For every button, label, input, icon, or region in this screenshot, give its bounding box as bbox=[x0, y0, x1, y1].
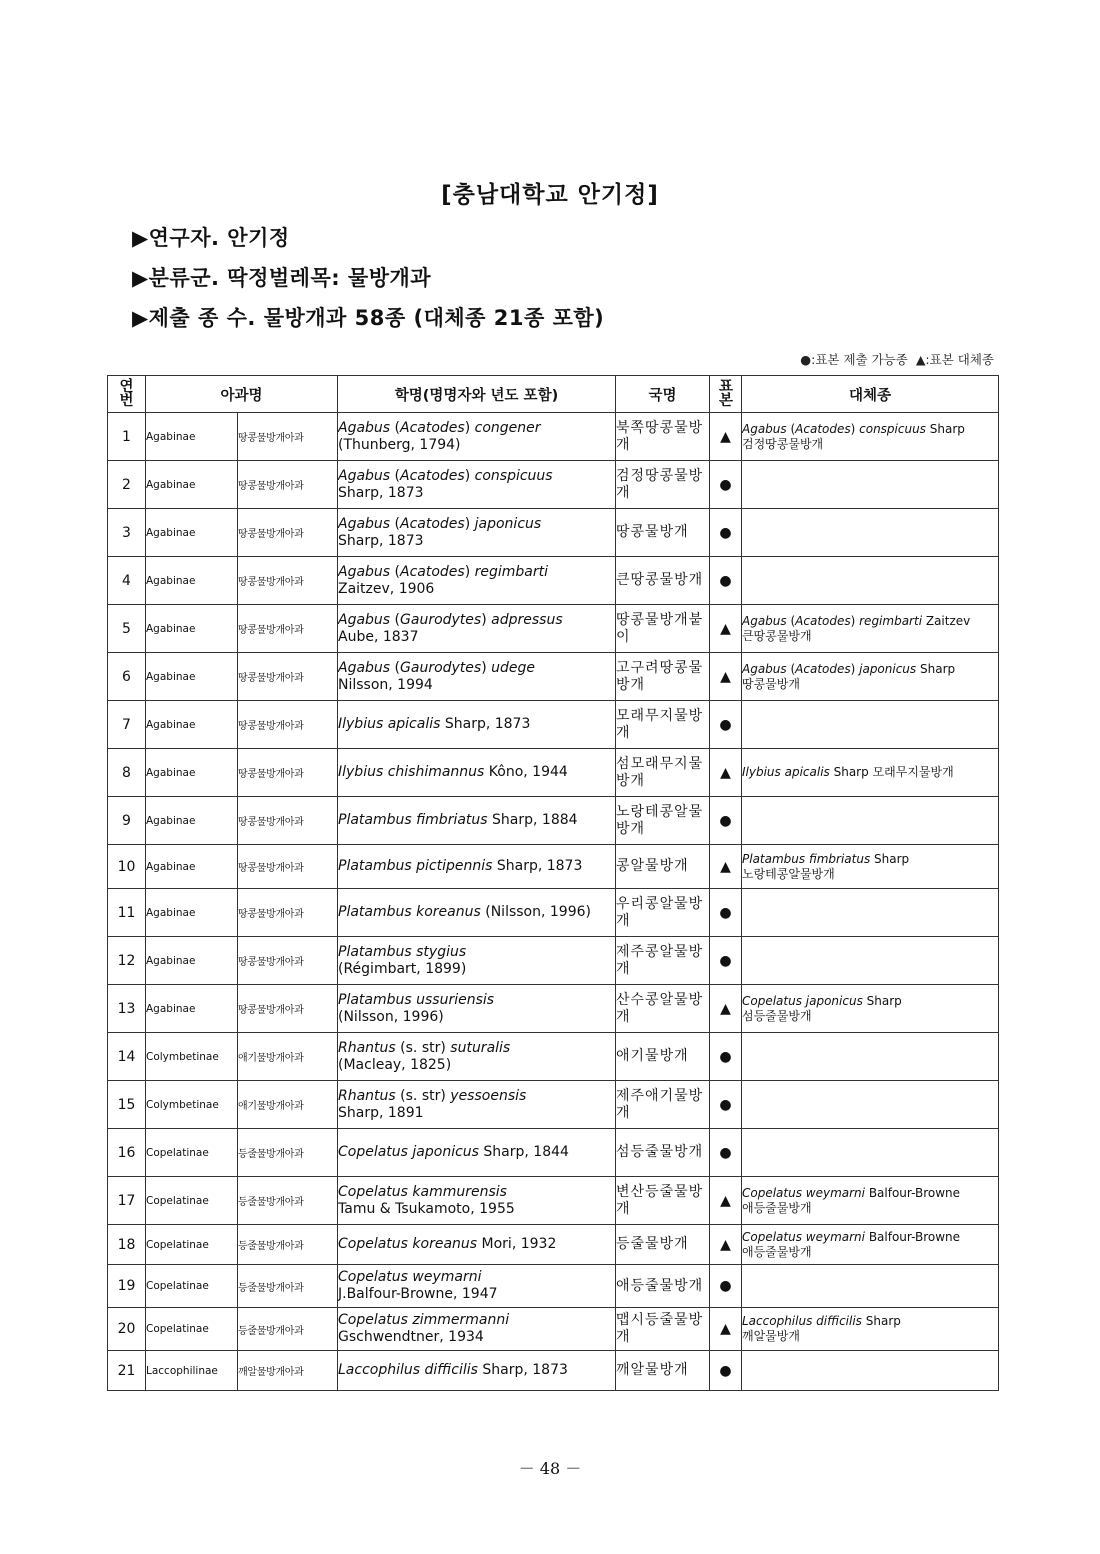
name-part: ) bbox=[464, 419, 475, 436]
row-number: 11 bbox=[108, 889, 146, 937]
italic-name-part: Gaurodytes bbox=[400, 659, 482, 676]
subfamily-korean: 애기물방개아과 bbox=[238, 1033, 338, 1081]
subfamily-korean: 땅콩물방개아과 bbox=[238, 557, 338, 605]
subfamily-korean: 땅콩물방개아과 bbox=[238, 937, 338, 985]
name-part: ) bbox=[850, 421, 860, 436]
scientific-name bbox=[338, 749, 616, 797]
substitute-species bbox=[742, 1081, 999, 1129]
specimen-substitute-icon: ▲ bbox=[710, 1225, 742, 1265]
name-part: Sharp, 1884 bbox=[487, 812, 578, 828]
name-part: Sharp, 1873 bbox=[477, 1362, 568, 1378]
name-part: 애등줄물방개 bbox=[742, 1200, 812, 1215]
korean-name: 제주콩알물방개 bbox=[616, 937, 710, 985]
italic-name-part: Agabus bbox=[338, 563, 395, 580]
subfamily-korean: 애기물방개아과 bbox=[238, 1081, 338, 1129]
subfamily-latin: Agabinae bbox=[146, 653, 238, 701]
substitute-species bbox=[742, 937, 999, 985]
name-part: ( bbox=[790, 661, 796, 676]
italic-name-part: Copelatus japonicus bbox=[742, 993, 863, 1008]
row-number: 17 bbox=[108, 1177, 146, 1225]
korean-name: 검정땅콩물방개 bbox=[616, 461, 710, 509]
italic-name-part: japonicus bbox=[474, 515, 542, 532]
name-part: 검정땅콩물방개 bbox=[742, 436, 824, 451]
scientific-name bbox=[338, 1033, 616, 1081]
table-row bbox=[108, 889, 999, 937]
subfamily-latin: Copelatinae bbox=[146, 1129, 238, 1177]
table-row bbox=[108, 605, 999, 653]
italic-name-part: Agabus bbox=[338, 611, 395, 628]
name-part: 애등줄물방개 bbox=[742, 1244, 812, 1259]
specimen-available-icon: ● bbox=[710, 1033, 742, 1081]
subfamily-korean: 땅콩물방개아과 bbox=[238, 605, 338, 653]
name-part: Nilsson, 1994 bbox=[338, 676, 433, 693]
subfamily-latin: Agabinae bbox=[146, 605, 238, 653]
table-row bbox=[108, 797, 999, 845]
italic-name-part: Copelatus weymarni bbox=[742, 1185, 865, 1200]
italic-name-part: Copelatus weymarni bbox=[742, 1229, 865, 1244]
name-part: Aube, 1837 bbox=[338, 628, 419, 645]
subfamily-latin: Agabinae bbox=[146, 749, 238, 797]
table-row bbox=[108, 1351, 999, 1391]
subfamily-latin: Agabinae bbox=[146, 557, 238, 605]
korean-name: 맵시등줄물방개 bbox=[616, 1308, 710, 1351]
italic-name-part: Platambus pictipennis bbox=[338, 858, 493, 874]
row-number: 20 bbox=[108, 1308, 146, 1351]
name-part: Sharp bbox=[916, 661, 956, 676]
italic-name-part: Copelatus japonicus bbox=[338, 1144, 479, 1160]
name-part: ) bbox=[464, 467, 475, 484]
name-part: Sharp, 1844 bbox=[478, 1144, 569, 1160]
subfamily-latin: Agabinae bbox=[146, 797, 238, 845]
substitute-species bbox=[742, 413, 999, 461]
table-row bbox=[108, 509, 999, 557]
scientific-name bbox=[338, 461, 616, 509]
subfamily-korean: 등줄물방개아과 bbox=[238, 1308, 338, 1351]
italic-name-part: Platambus fimbriatus bbox=[338, 812, 488, 828]
name-part: (Thunberg, 1794) bbox=[338, 436, 461, 453]
korean-name: 애기물방개 bbox=[616, 1033, 710, 1081]
substitute-species bbox=[742, 1177, 999, 1225]
specimen-substitute-icon: ▲ bbox=[710, 985, 742, 1033]
row-number: 14 bbox=[108, 1033, 146, 1081]
specimen-substitute-icon: ▲ bbox=[710, 845, 742, 889]
name-part: Balfour-Browne bbox=[865, 1185, 961, 1200]
scientific-name bbox=[338, 1177, 616, 1225]
name-part: ( bbox=[790, 613, 796, 628]
substitute-species bbox=[742, 1308, 999, 1351]
header-subfamily: 아과명 bbox=[146, 376, 338, 413]
subfamily-latin: Agabinae bbox=[146, 509, 238, 557]
specimen-substitute-icon: ▲ bbox=[710, 653, 742, 701]
italic-name-part: Platambus koreanus bbox=[338, 904, 481, 920]
subfamily-latin: Colymbetinae bbox=[146, 1033, 238, 1081]
name-part: 섬등줄물방개 bbox=[742, 1008, 812, 1023]
header-korean-name: 국명 bbox=[616, 376, 710, 413]
specimen-available-icon: ● bbox=[710, 557, 742, 605]
table-row bbox=[108, 701, 999, 749]
subfamily-korean: 땅콩물방개아과 bbox=[238, 413, 338, 461]
italic-name-part: Copelatus kammurensis bbox=[338, 1183, 507, 1200]
substitute-species bbox=[742, 653, 999, 701]
specimen-available-icon: ● bbox=[710, 461, 742, 509]
name-part: Sharp bbox=[925, 421, 965, 436]
specimen-available-icon: ● bbox=[710, 1265, 742, 1308]
substitute-species bbox=[742, 1225, 999, 1265]
italic-name-part: Acatodes bbox=[795, 661, 851, 676]
korean-name: 변산등줄물방개 bbox=[616, 1177, 710, 1225]
italic-name-part: Agabus bbox=[338, 659, 395, 676]
korean-name: 산수콩알물방개 bbox=[616, 985, 710, 1033]
row-number: 1 bbox=[108, 413, 146, 461]
subfamily-latin: Agabinae bbox=[146, 701, 238, 749]
name-part: J.Balfour-Browne, 1947 bbox=[338, 1286, 498, 1302]
researcher-line: ▶연구자. 안기정 bbox=[132, 226, 290, 250]
table-row bbox=[108, 1033, 999, 1081]
table-header-row bbox=[108, 376, 999, 413]
legend-available: ●:표본 제출 가능종 bbox=[800, 352, 908, 367]
korean-name: 애등줄물방개 bbox=[616, 1265, 710, 1308]
name-part: 큰땅콩물방개 bbox=[742, 628, 812, 643]
italic-name-part: Agabus bbox=[742, 613, 791, 628]
table-row bbox=[108, 1265, 999, 1308]
substitute-species bbox=[742, 1033, 999, 1081]
taxon-line: ▶분류군. 딱정벌레목: 물방개과 bbox=[132, 266, 432, 290]
name-part: ) bbox=[464, 563, 475, 580]
row-number: 2 bbox=[108, 461, 146, 509]
name-part: ) bbox=[481, 611, 492, 628]
name-part: ) bbox=[850, 661, 860, 676]
table-row bbox=[108, 1225, 999, 1265]
name-part: ) bbox=[850, 613, 860, 628]
table-row bbox=[108, 1129, 999, 1177]
header-specimen: 표본 bbox=[710, 376, 742, 413]
scientific-name bbox=[338, 1081, 616, 1129]
name-part: (Nilsson, 1996) bbox=[480, 904, 591, 920]
scientific-name bbox=[338, 557, 616, 605]
specimen-available-icon: ● bbox=[710, 1351, 742, 1391]
scientific-name bbox=[338, 845, 616, 889]
korean-name: 모래무지물방개 bbox=[616, 701, 710, 749]
row-number: 6 bbox=[108, 653, 146, 701]
korean-name: 노랑테콩알물방개 bbox=[616, 797, 710, 845]
korean-name: 등줄물방개 bbox=[616, 1225, 710, 1265]
korean-name: 콩알물방개 bbox=[616, 845, 710, 889]
header-no: 연번 bbox=[108, 376, 146, 413]
specimen-substitute-icon: ▲ bbox=[710, 605, 742, 653]
row-number: 9 bbox=[108, 797, 146, 845]
scientific-name bbox=[338, 413, 616, 461]
italic-name-part: suturalis bbox=[450, 1039, 511, 1056]
name-part: ( bbox=[394, 611, 401, 628]
specimen-available-icon: ● bbox=[710, 509, 742, 557]
subfamily-korean: 등줄물방개아과 bbox=[238, 1265, 338, 1308]
name-part: Tamu & Tsukamoto, 1955 bbox=[338, 1200, 515, 1217]
name-part: Balfour-Browne bbox=[865, 1229, 961, 1244]
subfamily-latin: Copelatinae bbox=[146, 1265, 238, 1308]
row-number: 21 bbox=[108, 1351, 146, 1391]
subfamily-korean: 땅콩물방개아과 bbox=[238, 701, 338, 749]
subfamily-korean: 땅콩물방개아과 bbox=[238, 845, 338, 889]
name-part: (s. str) bbox=[395, 1039, 451, 1056]
name-part: Sharp, 1873 bbox=[440, 716, 531, 732]
italic-name-part: adpressus bbox=[491, 611, 563, 628]
row-number: 15 bbox=[108, 1081, 146, 1129]
italic-name-part: regimbarti bbox=[859, 613, 923, 628]
italic-name-part: Ilybius apicalis bbox=[742, 765, 830, 779]
italic-name-part: Agabus bbox=[742, 421, 791, 436]
substitute-species bbox=[742, 845, 999, 889]
subfamily-latin: Colymbetinae bbox=[146, 1081, 238, 1129]
subfamily-korean: 땅콩물방개아과 bbox=[238, 889, 338, 937]
subfamily-latin: Copelatinae bbox=[146, 1225, 238, 1265]
row-number: 4 bbox=[108, 557, 146, 605]
substitute-species bbox=[742, 797, 999, 845]
subfamily-latin: Agabinae bbox=[146, 461, 238, 509]
subfamily-latin: Agabinae bbox=[146, 937, 238, 985]
italic-name-part: Agabus bbox=[338, 419, 395, 436]
substitute-species bbox=[742, 1129, 999, 1177]
specimen-available-icon: ● bbox=[710, 1129, 742, 1177]
name-part: Sharp, 1873 bbox=[338, 532, 424, 549]
subfamily-korean: 깨알물방개아과 bbox=[238, 1351, 338, 1391]
name-part: Zaitzev, 1906 bbox=[338, 580, 435, 597]
korean-name: 큰땅콩물방개 bbox=[616, 557, 710, 605]
scientific-name bbox=[338, 1351, 616, 1391]
substitute-species bbox=[742, 461, 999, 509]
subfamily-korean: 등줄물방개아과 bbox=[238, 1177, 338, 1225]
table-row bbox=[108, 749, 999, 797]
row-number: 19 bbox=[108, 1265, 146, 1308]
substitute-species bbox=[742, 605, 999, 653]
subfamily-latin: Copelatinae bbox=[146, 1177, 238, 1225]
substitute-species bbox=[742, 1351, 999, 1391]
name-part: 땅콩물방개 bbox=[742, 676, 800, 691]
scientific-name bbox=[338, 509, 616, 557]
italic-name-part: Gaurodytes bbox=[400, 611, 482, 628]
name-part: (Régimbart, 1899) bbox=[338, 960, 467, 977]
species-table bbox=[107, 375, 999, 1391]
italic-name-part: Platambus stygius bbox=[338, 943, 467, 960]
specimen-available-icon: ● bbox=[710, 889, 742, 937]
table-row bbox=[108, 1308, 999, 1351]
italic-name-part: udege bbox=[491, 659, 536, 676]
name-part: (Macleay, 1825) bbox=[338, 1056, 452, 1073]
name-part: ) bbox=[464, 515, 475, 532]
italic-name-part: regimbarti bbox=[474, 563, 549, 580]
italic-name-part: Laccophilus difficilis bbox=[338, 1362, 478, 1378]
korean-name: 제주애기물방개 bbox=[616, 1081, 710, 1129]
name-part: Sharp bbox=[862, 993, 902, 1008]
scientific-name bbox=[338, 653, 616, 701]
subfamily-korean: 등줄물방개아과 bbox=[238, 1225, 338, 1265]
row-number: 8 bbox=[108, 749, 146, 797]
name-part: Kôno, 1944 bbox=[484, 764, 568, 780]
subfamily-latin: Laccophilinae bbox=[146, 1351, 238, 1391]
name-part: Mori, 1932 bbox=[477, 1236, 557, 1252]
korean-name: 땅콩물방개 bbox=[616, 509, 710, 557]
table-row bbox=[108, 461, 999, 509]
italic-name-part: Platambus fimbriatus bbox=[742, 851, 871, 866]
korean-name: 깨알물방개 bbox=[616, 1351, 710, 1391]
korean-name: 우리콩알물방개 bbox=[616, 889, 710, 937]
italic-name-part: Ilybius apicalis bbox=[338, 716, 441, 732]
name-part: Sharp, 1873 bbox=[492, 858, 583, 874]
subfamily-korean: 땅콩물방개아과 bbox=[238, 985, 338, 1033]
name-part: Zaitzev bbox=[922, 613, 971, 628]
name-part: Sharp bbox=[861, 1314, 901, 1328]
scientific-name bbox=[338, 797, 616, 845]
subfamily-latin: Copelatinae bbox=[146, 1308, 238, 1351]
name-part: 깨알물방개 bbox=[742, 1329, 800, 1343]
italic-name-part: Rhantus bbox=[338, 1039, 396, 1056]
scientific-name bbox=[338, 1265, 616, 1308]
italic-name-part: Acatodes bbox=[795, 613, 851, 628]
italic-name-part: yessoensis bbox=[450, 1087, 527, 1104]
italic-name-part: Laccophilus difficilis bbox=[742, 1314, 862, 1328]
subfamily-korean: 땅콩물방개아과 bbox=[238, 509, 338, 557]
korean-name: 섬등줄물방개 bbox=[616, 1129, 710, 1177]
name-part: ) bbox=[481, 659, 492, 676]
header-substitute: 대체종 bbox=[742, 376, 999, 413]
table-row bbox=[108, 937, 999, 985]
table-row bbox=[108, 1177, 999, 1225]
name-part: (Nilsson, 1996) bbox=[338, 1008, 444, 1025]
italic-name-part: Acatodes bbox=[400, 419, 465, 436]
italic-name-part: conspicuus bbox=[859, 421, 926, 436]
page-number: － 48 － bbox=[518, 1459, 582, 1478]
table-row bbox=[108, 845, 999, 889]
substitute-species bbox=[742, 509, 999, 557]
specimen-substitute-icon: ▲ bbox=[710, 1308, 742, 1351]
specimen-substitute-icon: ▲ bbox=[710, 749, 742, 797]
name-part: ( bbox=[394, 467, 401, 484]
name-part: Sharp, 1873 bbox=[338, 484, 424, 501]
specimen-available-icon: ● bbox=[710, 937, 742, 985]
substitute-species bbox=[742, 701, 999, 749]
name-part: ( bbox=[790, 421, 796, 436]
subfamily-latin: Agabinae bbox=[146, 845, 238, 889]
page-title: [충남대학교 안기정] bbox=[441, 182, 659, 208]
substitute-species bbox=[742, 1265, 999, 1308]
italic-name-part: Acatodes bbox=[795, 421, 851, 436]
name-part: ( bbox=[394, 659, 401, 676]
korean-name: 고구려땅콩물방개 bbox=[616, 653, 710, 701]
table-row bbox=[108, 557, 999, 605]
scientific-name bbox=[338, 937, 616, 985]
subfamily-korean: 땅콩물방개아과 bbox=[238, 461, 338, 509]
italic-name-part: japonicus bbox=[859, 661, 917, 676]
substitute-species bbox=[742, 985, 999, 1033]
korean-name: 북쪽땅콩물방개 bbox=[616, 413, 710, 461]
scientific-name bbox=[338, 605, 616, 653]
row-number: 16 bbox=[108, 1129, 146, 1177]
specimen-available-icon: ● bbox=[710, 701, 742, 749]
italic-name-part: Acatodes bbox=[400, 515, 465, 532]
subfamily-korean: 땅콩물방개아과 bbox=[238, 653, 338, 701]
scientific-name bbox=[338, 701, 616, 749]
italic-name-part: congener bbox=[474, 419, 541, 436]
italic-name-part: Agabus bbox=[742, 661, 791, 676]
korean-name: 땅콩물방개붙이 bbox=[616, 605, 710, 653]
subfamily-korean: 등줄물방개아과 bbox=[238, 1129, 338, 1177]
name-part: ( bbox=[394, 515, 401, 532]
specimen-substitute-icon: ▲ bbox=[710, 413, 742, 461]
italic-name-part: Agabus bbox=[338, 467, 395, 484]
italic-name-part: conspicuus bbox=[474, 467, 553, 484]
italic-name-part: Platambus ussuriensis bbox=[338, 991, 495, 1008]
table-row bbox=[108, 985, 999, 1033]
name-part: 노랑테콩알물방개 bbox=[742, 866, 835, 881]
name-part: (s. str) bbox=[395, 1087, 451, 1104]
legend-substitute: ▲:표본 대체종 bbox=[915, 352, 994, 367]
italic-name-part: Agabus bbox=[338, 515, 395, 532]
subfamily-korean: 땅콩물방개아과 bbox=[238, 797, 338, 845]
row-number: 18 bbox=[108, 1225, 146, 1265]
subfamily-latin: Agabinae bbox=[146, 413, 238, 461]
row-number: 10 bbox=[108, 845, 146, 889]
korean-name: 섬모래무지물방개 bbox=[616, 749, 710, 797]
scientific-name bbox=[338, 985, 616, 1033]
species-count-line: ▶제출 종 수. 물방개과 58종 (대체종 21종 포함) bbox=[132, 306, 605, 330]
name-part: Sharp, 1891 bbox=[338, 1104, 424, 1121]
table-row bbox=[108, 653, 999, 701]
row-number: 3 bbox=[108, 509, 146, 557]
row-number: 12 bbox=[108, 937, 146, 985]
row-number: 7 bbox=[108, 701, 146, 749]
italic-name-part: Acatodes bbox=[400, 563, 465, 580]
scientific-name bbox=[338, 889, 616, 937]
scientific-name bbox=[338, 1129, 616, 1177]
italic-name-part: Ilybius chishimannus bbox=[338, 764, 485, 780]
italic-name-part: Copelatus koreanus bbox=[338, 1236, 478, 1252]
legend bbox=[800, 350, 994, 368]
italic-name-part: Rhantus bbox=[338, 1087, 396, 1104]
name-part: ( bbox=[394, 419, 401, 436]
substitute-species bbox=[742, 889, 999, 937]
italic-name-part: Copelatus weymarni bbox=[338, 1269, 482, 1285]
subfamily-korean: 땅콩물방개아과 bbox=[238, 749, 338, 797]
subfamily-latin: Agabinae bbox=[146, 889, 238, 937]
substitute-species bbox=[742, 557, 999, 605]
name-part: Gschwendtner, 1934 bbox=[338, 1329, 484, 1345]
name-part: Sharp 모래무지물방개 bbox=[829, 765, 954, 779]
table-row bbox=[108, 1081, 999, 1129]
specimen-available-icon: ● bbox=[710, 797, 742, 845]
subfamily-latin: Agabinae bbox=[146, 985, 238, 1033]
name-part: Sharp bbox=[870, 851, 910, 866]
italic-name-part: Acatodes bbox=[400, 467, 465, 484]
row-number: 5 bbox=[108, 605, 146, 653]
header-scientific-name: 학명(명명자와 년도 포함) bbox=[338, 376, 616, 413]
substitute-species bbox=[742, 749, 999, 797]
scientific-name bbox=[338, 1308, 616, 1351]
italic-name-part: Copelatus zimmermanni bbox=[338, 1312, 510, 1328]
table-row bbox=[108, 413, 999, 461]
name-part: ( bbox=[394, 563, 401, 580]
scientific-name bbox=[338, 1225, 616, 1265]
row-number: 13 bbox=[108, 985, 146, 1033]
specimen-substitute-icon: ▲ bbox=[710, 1177, 742, 1225]
specimen-available-icon: ● bbox=[710, 1081, 742, 1129]
